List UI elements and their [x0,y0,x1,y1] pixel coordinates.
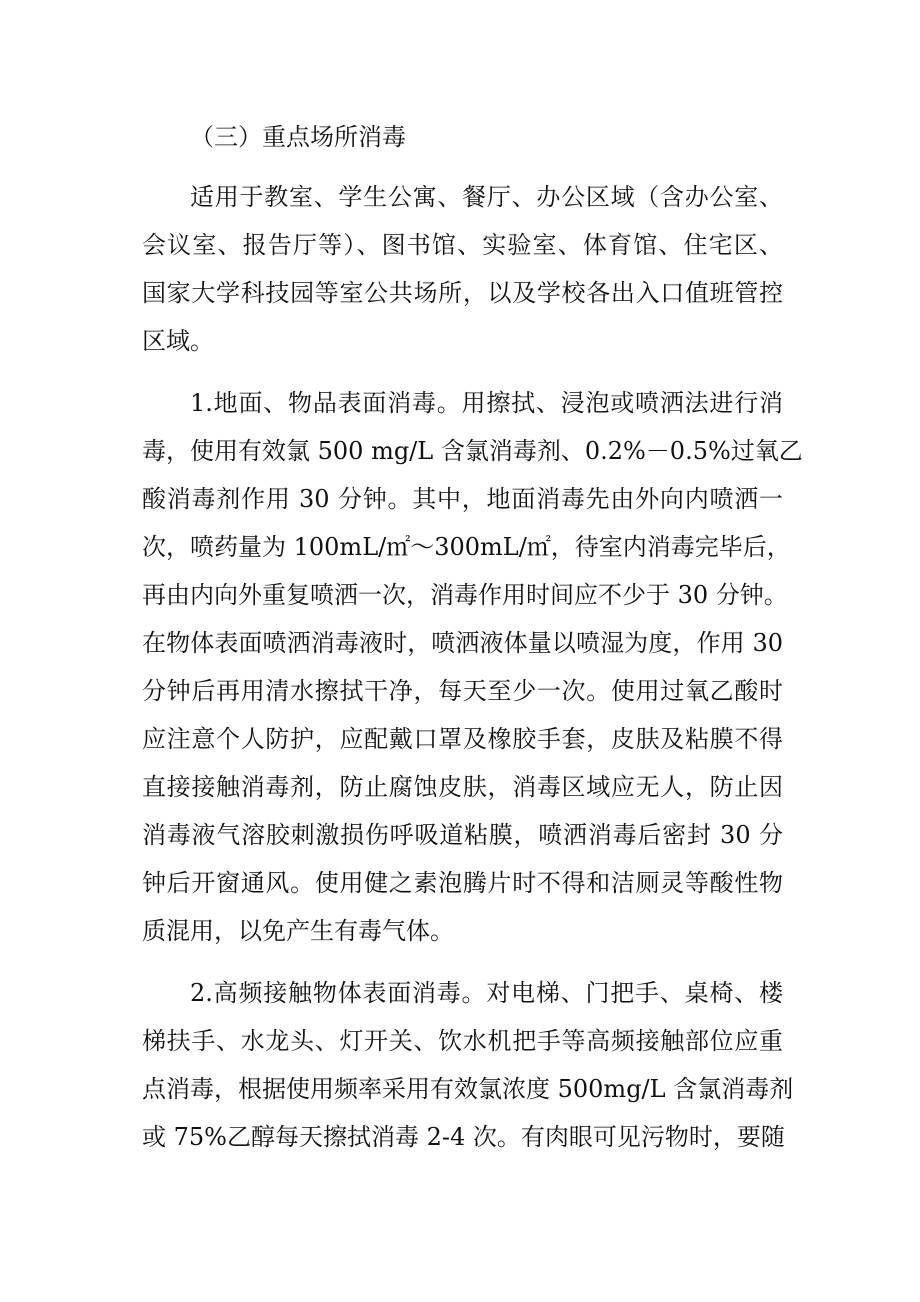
paragraph-line: 酸消毒剂作用 30 分钟。其中，地面消毒先由外向内喷洒一 [142,485,783,513]
section-heading: （三）重点场所消毒 [190,123,406,151]
paragraph-line: 或 75%乙醇每天擦拭消毒 2-4 次。有肉眼可见污物时，要随 [142,1123,785,1151]
paragraph-line: 在物体表面喷洒消毒液时，喷洒液体量以喷湿为度，作用 30 [142,629,783,657]
paragraph-line: 次，喷药量为 100mL/㎡～300mL/㎡，待室内消毒完毕后， [142,533,791,561]
paragraph-line: 质混用，以免产生有毒气体。 [142,917,454,945]
paragraph-line: 毒，使用有效氯 500 mg/L 含氯消毒剂、0.2%－0.5%过氧乙 [142,437,803,465]
paragraph-line: 消毒液气溶胶刺激损伤呼吸道粘膜，喷洒消毒后密封 30 分 [142,821,783,849]
paragraph-line: 1.地面、物品表面消毒。用擦拭、浸泡或喷洒法进行消 [190,389,783,417]
paragraph-line: 应注意个人防护，应配戴口罩及橡胶手套，皮肤及粘膜不得 [142,725,783,753]
paragraph-line: 梯扶手、水龙头、灯开关、饮水机把手等高频接触部位应重 [142,1027,783,1055]
paragraph-line: 再由内向外重复喷洒一次，消毒作用时间应不少于 30 分钟。 [142,581,788,609]
paragraph-line: 点消毒，根据使用频率采用有效氯浓度 500mg/L 含氯消毒剂 [142,1075,794,1103]
paragraph-line: 2.高频接触物体表面消毒。对电梯、门把手、桌椅、楼 [190,979,783,1007]
paragraph-line: 适用于教室、学生公寓、餐厅、办公区域（含办公室、 [190,183,783,211]
paragraph-line: 钟后开窗通风。使用健之素泡腾片时不得和洁厕灵等酸性物 [142,869,783,897]
paragraph-line: 会议室、报告厅等）、图书馆、实验室、体育馆、住宅区、 [142,231,783,259]
paragraph-line: 分钟后再用清水擦拭干净，每天至少一次。使用过氧乙酸时 [142,677,783,705]
paragraph-line: 国家大学科技园等室公共场所，以及学校各出入口值班管控 [142,279,783,307]
paragraph-line: 区域。 [142,327,214,355]
paragraph-line: 直接接触消毒剂，防止腐蚀皮肤，消毒区域应无人，防止因 [142,773,783,801]
